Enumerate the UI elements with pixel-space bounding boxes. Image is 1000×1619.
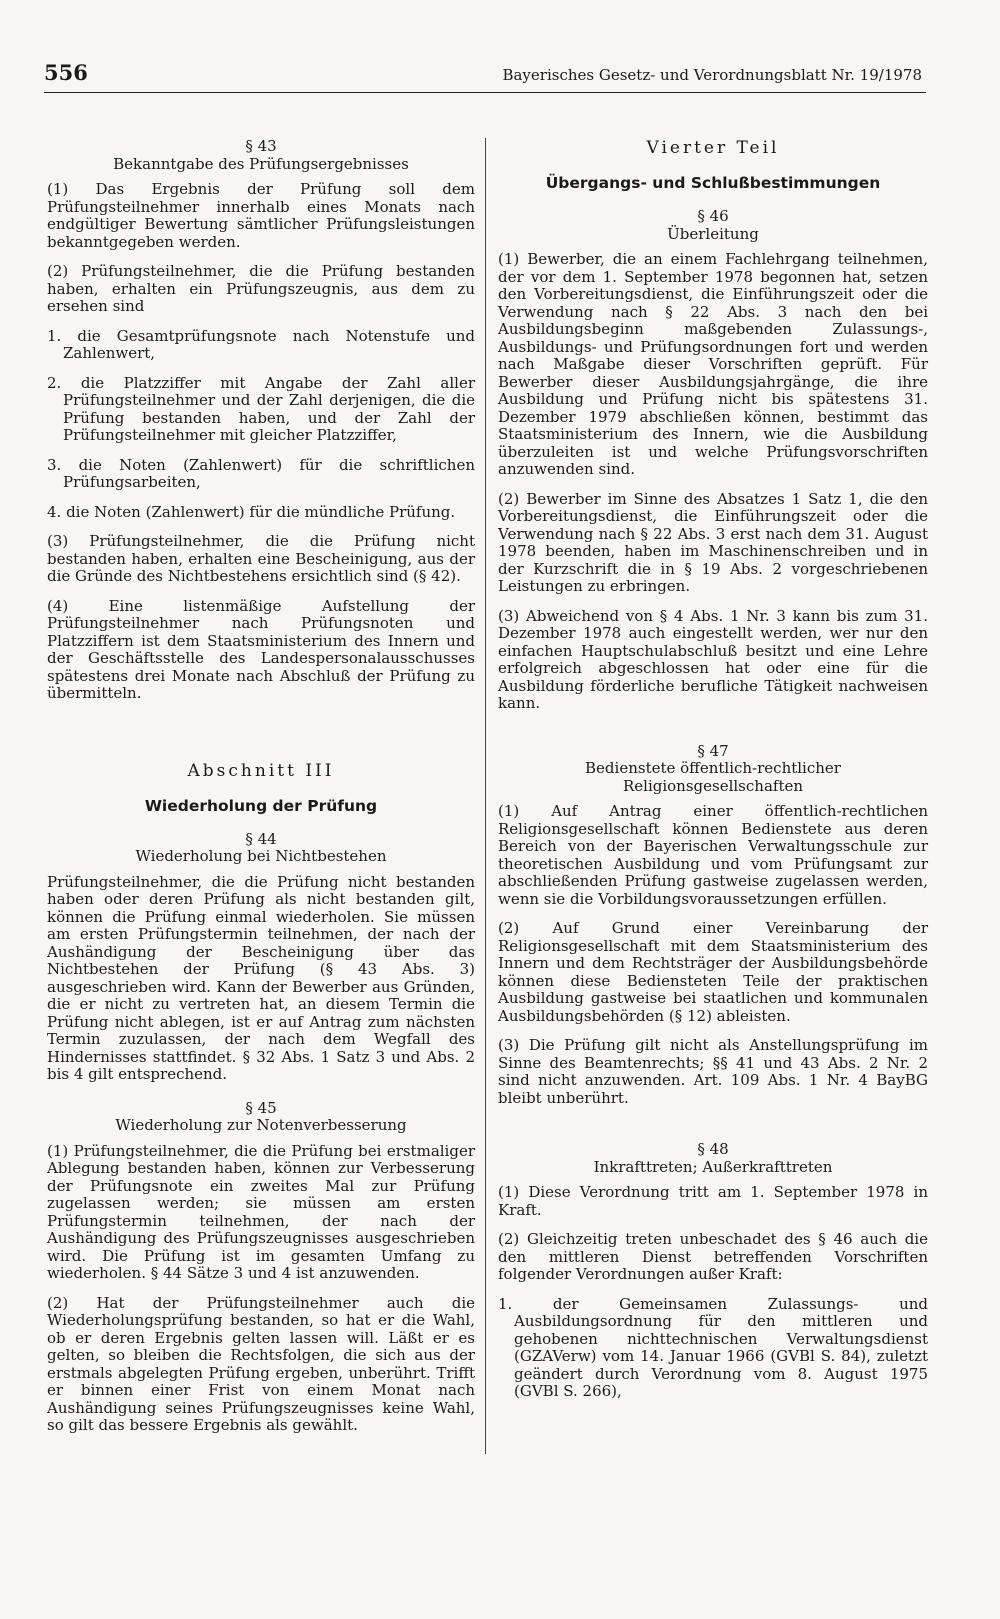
section-title-44: Wiederholung bei Nichtbestehen: [135, 847, 387, 865]
s47-paragraph-3: (3) Die Prüfung gilt nicht als Anstellungsprüfung im Sinne des Beamtenrechts; §§ 41 und 43 Abs. 2 Nr. 2 sind nicht anzuwenden. Art. 109 Abs. 1 Nr. 4 BayBG bleibt unberührt.: [498, 1036, 928, 1107]
right-column: [498, 138, 928, 1401]
section-number-48: § 48: [697, 1140, 729, 1158]
abschnitt-title: Wiederholung der Prüfung: [144, 796, 378, 815]
s45-paragraph-1: (1) Prüfungsteilnehmer, die die Prüfung bei erstmaliger Ablegung bestanden haben, können zur Verbesserung der Prüfungsnote ein zweites Mal zur Prüfung zugelassen werden; sie müssen am ersten Prüfungstermin teilnehmen, der nach der Aushändigung des Prüfungszeugnisses ausgeschrieben wird. Die Prüfung ist im gesamten Umfang zu wiederholen. § 44 Sätze 3 und 4 ist anzuwenden.: [47, 1141, 475, 1282]
page-number: 556: [44, 60, 88, 85]
teil-title: Übergangs- und Schlußbestimmungen: [545, 174, 881, 192]
s46-paragraph-2: (2) Bewerber im Sinne des Absatzes 1 Satz 1, die den Vorbereitungsdienst, die Einführungszeit oder die Verwendung nach § 22 Abs. 3 erst nach dem 31. August 1978 beenden, haben im Maschinenschreiben und in der Kurzschrift die in § 19 Abs. 2 vorgeschriebenen Leistungen zu erbringen.: [498, 489, 928, 595]
section-title-48: Inkrafttreten; Außerkrafttreten: [593, 1157, 833, 1176]
section-title-45: Wiederholung zur Notenverbesserung: [115, 1116, 407, 1134]
s44-paragraph-1: Prüfungsteilnehmer, die die Prüfung nicht bestanden haben oder deren Prüfung als nicht bestanden gilt, können die Prüfung einmal wiederholen. Sie müssen am ersten Prüfungstermin teilnehmen, der nach der Aushändigung der Bescheinigung über das Nichtbestehen der Prüfung (§ 43 Abs. 3) ausgeschrieben wird. Kann der Bewerber aus Gründen, die er nicht zu vertreten hat, an diesem Termin die Prüfung nicht ablegen, ist er auf Antrag zum nächsten Termin zuzulassen, der nach dem Wegfall des Hindernisses stattfindet. § 32 Abs. 1 Satz 3 und Abs. 2 bis 4 gilt entsprechend.: [47, 872, 475, 1083]
running-title: Bayerisches Gesetz- und Verordnungsblatt Nr. 19/1978: [502, 66, 922, 84]
s48-paragraph-1: (1) Diese Verordnung tritt am 1. September 1978 in Kraft.: [498, 1183, 928, 1219]
section-number-45: § 45: [245, 1098, 277, 1117]
s46-paragraph-3: (3) Abweichend von § 4 Abs. 1 Nr. 3 kann bis zum 31. Dezember 1978 auch eingestellt werden, wer nur den einfachen Hauptschulabschluß besitzt und eine Lehre erfolgreich abgeschlossen hat oder eine für die Ausbildung förderliche berufliche Tätigkeit nachweisen kann.: [498, 606, 928, 712]
s43-paragraph-4: (4) Eine listenmäßige Aufstellung der Prüfungsteilnehmer nach Prüfungsnoten und Platzziffern ist dem Staatsministerium des Innern und der Geschäftsstelle des Landespersonalausschusses spätestens drei Monate nach Abschluß der Prüfung zu übermitteln.: [47, 596, 475, 702]
section-title-43: Bekanntgabe des Prüfungsergebnisses: [113, 154, 409, 173]
s43-paragraph-3: (3) Prüfungsteilnehmer, die die Prüfung nicht bestanden haben, erhalten eine Bescheinigung, aus der die Gründe des Nichtbestehens ersichtlich sind (§ 42).: [47, 532, 475, 585]
s45-paragraph-2: (2) Hat der Prüfungsteilnehmer auch die Wiederholungsprüfung bestanden, so hat er die Wahl, ob er deren Ergebnis gelten lassen will. Läßt er es gelten, so bleiben die Rechtsfolgen, die sich aus der erstmals abgelegten Prüfung ergeben, unberührt. Trifft er binnen einer Frist von einem Monat nach Aushändigung seines Prüfungszeugnisses keine Wahl, so gilt das bessere Ergebnis als gewählt.: [47, 1293, 475, 1434]
section-number-43: § 43: [245, 137, 277, 155]
section-number-47: § 47: [697, 741, 729, 760]
s47-paragraph-2: (2) Auf Grund einer Vereinbarung der Religionsgesellschaft mit dem Staatsministerium des Innern und dem Rechtsträger der Ausbildungsbehörde können diese Bediensteten Teile der praktischen Ausbildung gastweise bei staatlichen und kommunalen Ausbildungsbehörden (§ 12) ableisten.: [498, 919, 928, 1025]
s48-paragraph-2: (2) Gleichzeitig treten unbeschadet des § 46 auch die den mittleren Dienst betreffenden Vorschriften folgender Verordnungen außer Kraft:: [498, 1230, 928, 1283]
s47-paragraph-1: (1) Auf Antrag einer öffentlich-rechtlichen Religionsgesellschaft können Bedienstete aus deren Bereich von der Bayerischen Verwaltungsschule zur theoretischen Ausbildung und vom Prüfungsamt zur abschließenden Prüfung gastweise zugelassen werden, wenn sie die Vorbildungsvoraussetzungen erfüllen.: [498, 802, 928, 908]
page-header: [44, 62, 926, 93]
section-title-47: Bedienstete öffentlich-rechtlicher Religionsgesellschaften: [585, 759, 841, 795]
section-number-46: § 46: [697, 207, 729, 225]
section-title-46: Überleitung: [667, 224, 759, 243]
s43-paragraph-2: (2) Prüfungsteilnehmer, die die Prüfung bestanden haben, erhalten ein Prüfungszeugnis, aus dem zu ersehen sind: [47, 262, 475, 315]
abschnitt-label: Abschnitt III: [187, 760, 335, 781]
s43-list-item: 2. die Platzziffer mit Angabe der Zahl aller Prüfungsteilnehmer und der Zahl derjenigen, die die Prüfung bestanden haben, und der Zahl der Prüfungsteilnehmer mit gleicher Platzziffer,: [47, 373, 475, 444]
left-column: [47, 138, 475, 1435]
s43-list-item: 3. die Noten (Zahlenwert) für die schriftlichen Prüfungsarbeiten,: [47, 455, 475, 491]
s43-list-item: 1. die Gesamtprüfungsnote nach Notenstufe und Zahlenwert,: [47, 326, 475, 362]
s43-paragraph-1: (1) Das Ergebnis der Prüfung soll dem Prüfungsteilnehmer innerhalb eines Monats nach endgültiger Bewertung sämtlicher Prüfungsleistungen bekanntgegeben werden.: [47, 180, 475, 251]
teil-label: Vierter Teil: [646, 138, 780, 158]
s43-list-item: 4. die Noten (Zahlenwert) für die mündliche Prüfung.: [47, 502, 456, 521]
s48-list-item: 1. der Gemeinsamen Zulassungs- und Ausbildungsordnung für den mittleren und gehobenen nichttechnischen Verwaltungsdienst (GZAVerw) vom 14. Januar 1966 (GVBl S. 84), zuletzt geändert durch Verordnung vom 8. August 1975 (GVBl S. 266),: [498, 1294, 928, 1400]
section-number-44: § 44: [245, 829, 277, 848]
column-divider: [485, 138, 486, 1454]
s46-paragraph-1: (1) Bewerber, die an einem Fachlehrgang teilnehmen, der vor dem 1. September 1978 begonnen hat, setzen den Vorbereitungsdienst, die Einführungszeit oder die Verwendung nach § 22 Abs. 3 nach den bei Ausbildungsbeginn maßgebenden Zulassungs-, Ausbildungs- und Prüfungsordnungen fort und werden nach Maßgabe dieser Vorschriften geprüft. Für Bewerber dieser Ausbildungsjahrgänge, die ihre Ausbildung und Prüfung nicht bis spätestens 31. Dezember 1979 abschließen können, bestimmt das Staatsministerium des Innern, wie die Ausbildung überzuleiten ist und welche Prüfungsvorschriften anzuwenden sind.: [498, 250, 928, 478]
